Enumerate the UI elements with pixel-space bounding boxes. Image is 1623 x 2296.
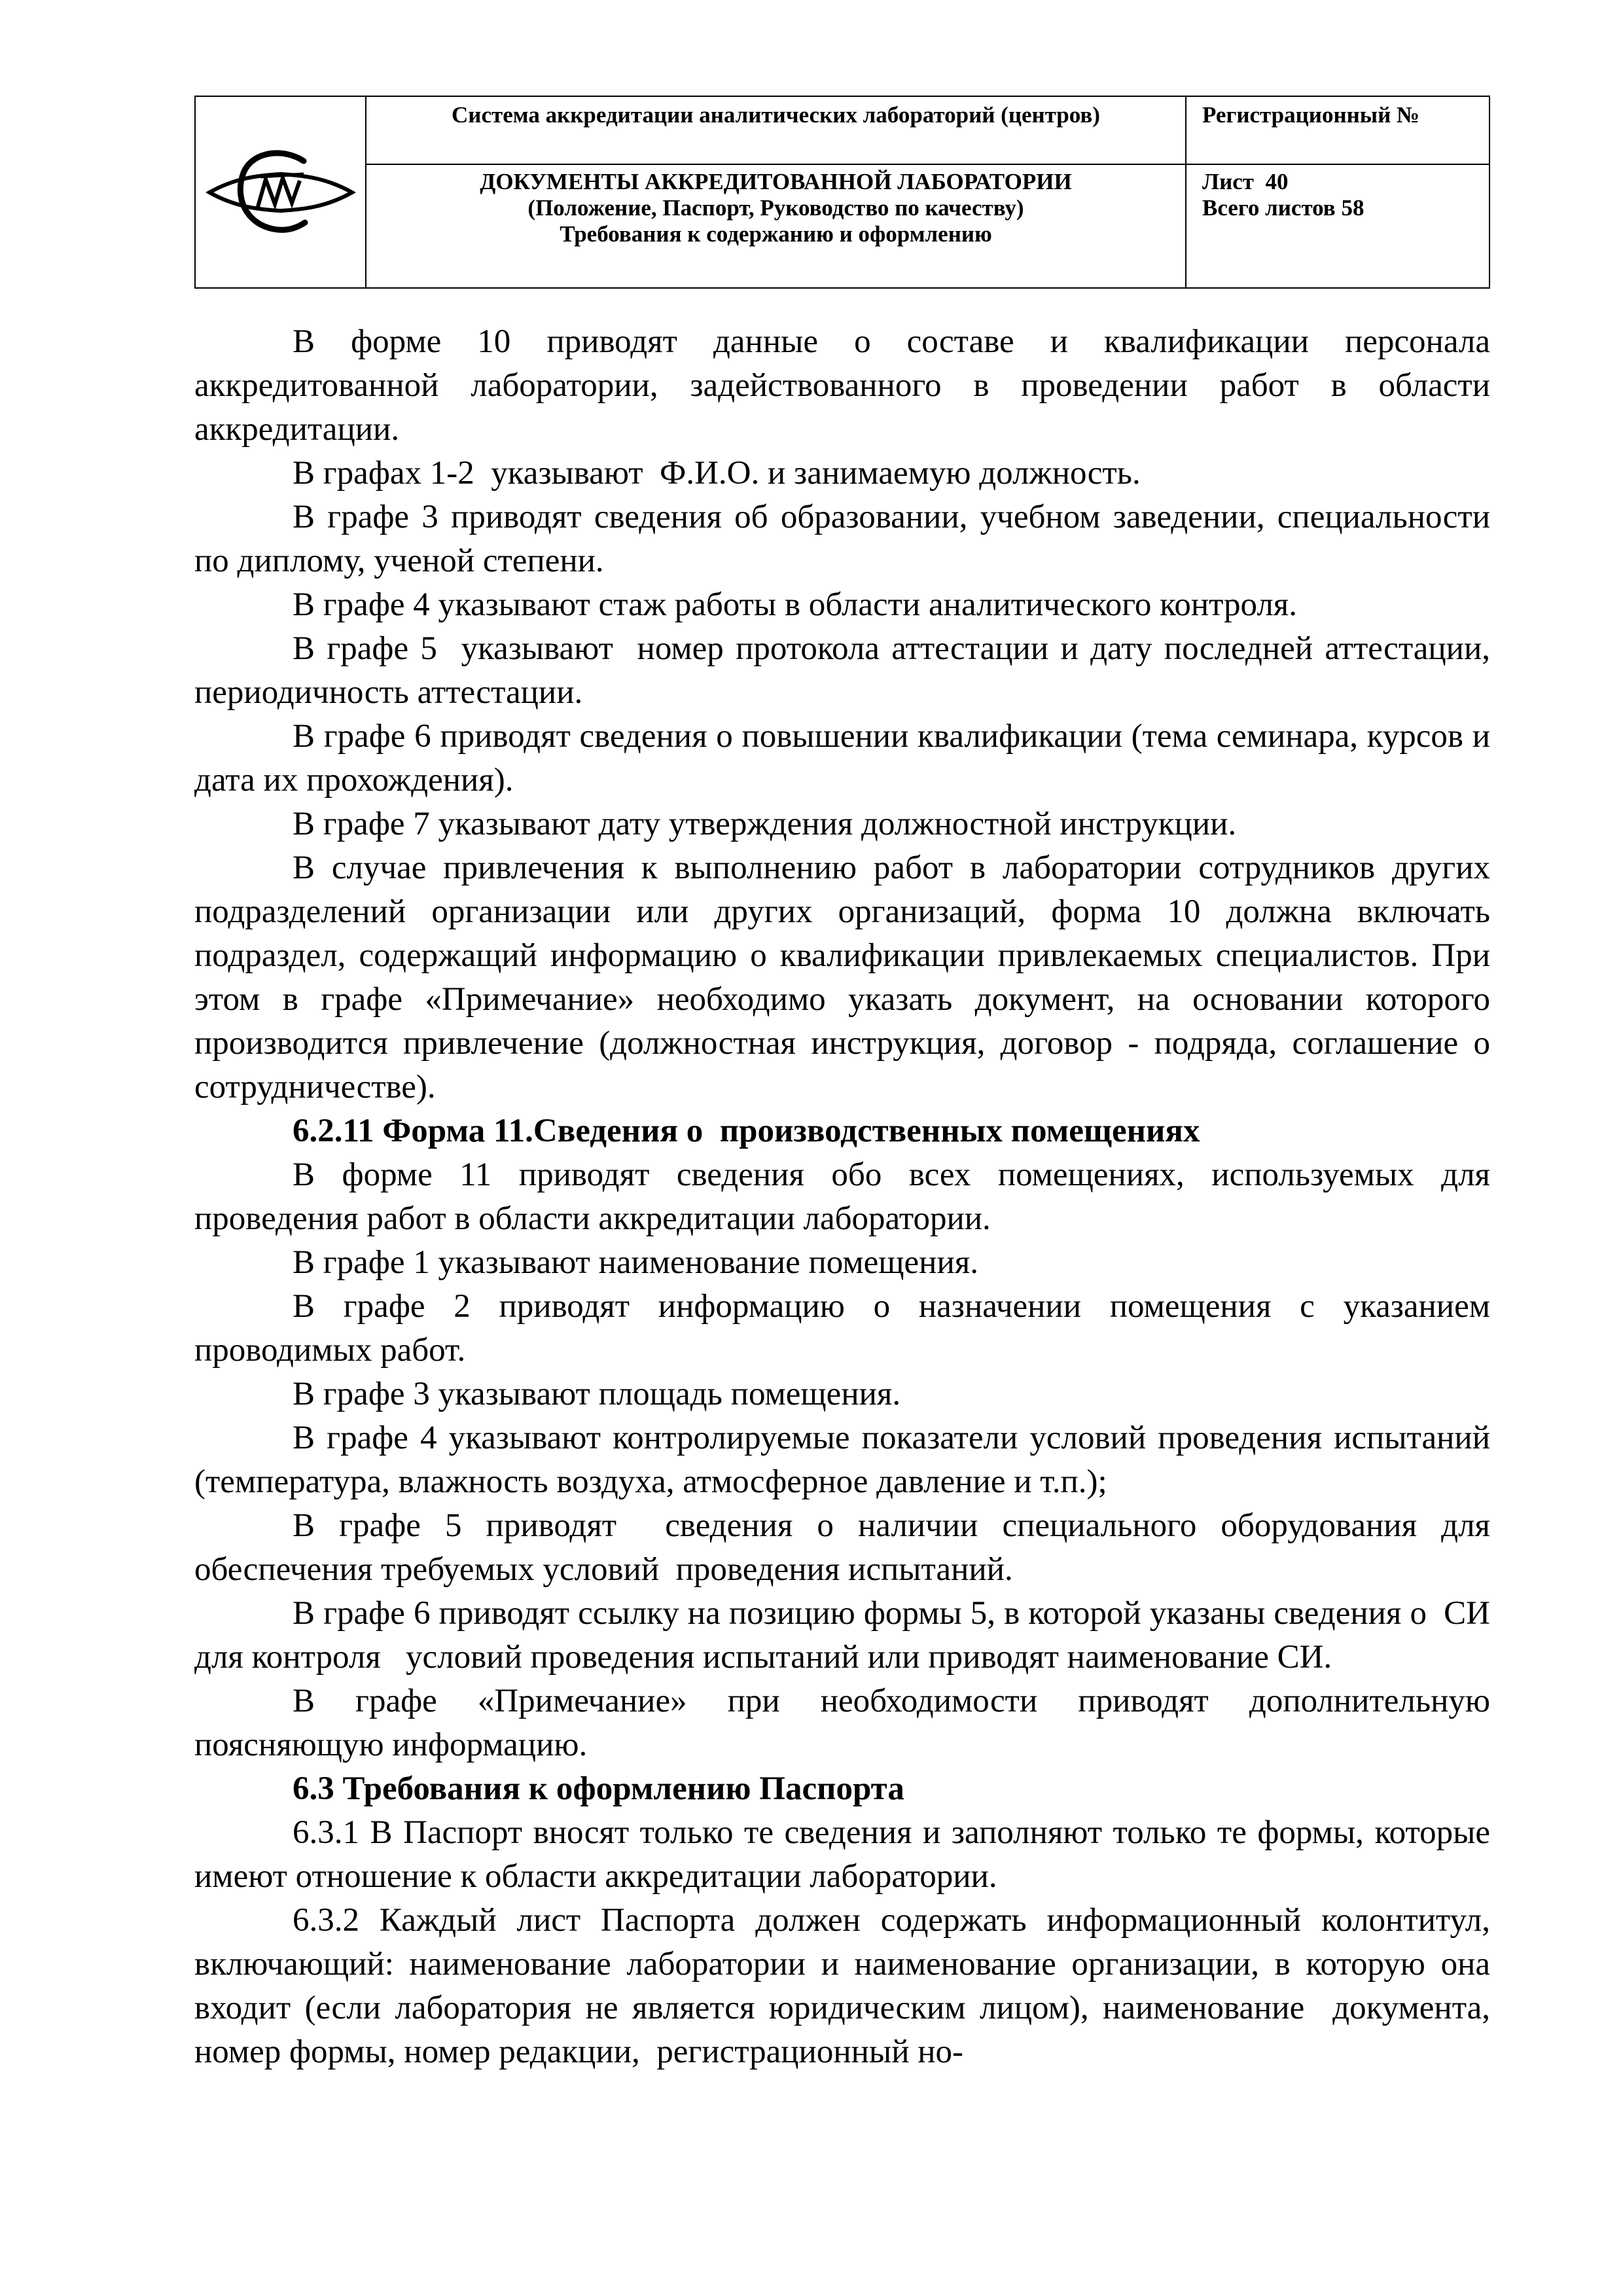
- paragraph: 6.3.2 Каждый лист Паспорта должен содержать информационный колонтитул, включающий: наименование лаборатории и наименование организации, в которую она входит (если лаборатория не является юридическим лицом), наименование документа, номер формы, номер редакции, регистрационный но-: [194, 1902, 1507, 2070]
- document-title-cell: [366, 164, 1186, 288]
- paragraph: В форме 10 приводят данные о составе и квалификации персонала аккредитованной лаборатории, задействованного в проведении работ в области аккредитации.: [194, 323, 1490, 448]
- paragraph: В графе 3 указывают площадь помещения.: [293, 1376, 901, 1412]
- paragraph: В графе 7 указывают дату утверждения должностной инструкции.: [293, 806, 1237, 842]
- paragraph: В графе 5 приводят сведения о наличии специального оборудования для обеспечения требуемых условий проведения испытаний.: [194, 1507, 1499, 1588]
- system-title: Система аккредитации аналитических лабораторий (центров): [452, 102, 1100, 128]
- registration-cell: [1186, 96, 1489, 164]
- document-requirements: Требования к содержанию и оформлению: [560, 221, 992, 247]
- system-title-cell: [366, 96, 1186, 164]
- paragraph: В графе 3 приводят сведения об образовании, учебном заведении, специальности по диплому, ученой степени.: [194, 499, 1490, 579]
- paragraph: В графе «Примечание» при необходимости приводят дополнительную поясняющую информацию.: [194, 1683, 1490, 1763]
- paragraph: В случае привлечения к выполнению работ в лаборатории сотрудников других подразделений организации или других организаций, форма 10 должна включать подраздел, содержащий информацию о квалификации привлекаемых специалистов. При этом в графе «Примечание» необходимо указать документ, на основании которого производится привлечение (должностная инструкция, договор - подряда, соглашение о сотрудничестве).: [194, 850, 1490, 1105]
- paragraph: В графе 4 указывают контролируемые показатели условий проведения испытаний (температура, влажность воздуха, атмосферное давление и т.п.);: [194, 1420, 1490, 1500]
- paragraph: В графе 6 приводят сведения о повышении квалификации (тема семинара, курсов и дата их прохождения).: [194, 718, 1490, 798]
- section-heading-6-3: 6.3 Требования к оформлению Паспорта: [293, 1770, 904, 1807]
- sheet-info-cell: [1186, 164, 1489, 288]
- sheet-number: Лист 40: [1202, 169, 1289, 194]
- paragraph: В форме 11 приводят сведения обо всех помещениях, используемых для проведения работ в области аккредитации лаборатории.: [194, 1157, 1490, 1237]
- document-title: ДОКУМЕНТЫ АККРЕДИТОВАННОЙ ЛАБОРАТОРИИ: [480, 169, 1072, 194]
- paragraph: В графе 5 указывают номер протокола аттестации и дату последней аттестации, периодичность аттестации.: [194, 630, 1499, 711]
- registration-label: Регистрационный №: [1202, 102, 1420, 128]
- document-subtitle: (Положение, Паспорт, Руководство по качеству): [527, 195, 1024, 221]
- document-body: [194, 320, 1507, 2074]
- paragraph: В графе 4 указывают стаж работы в области аналитического контроля.: [293, 586, 1298, 623]
- paragraph: В графах 1-2 указывают Ф.И.О. и занимаемую должность.: [293, 455, 1141, 492]
- organization-logo-icon: [205, 147, 356, 238]
- paragraph: В графе 2 приводят информацию о назначении помещения с указанием проводимых работ.: [194, 1288, 1490, 1369]
- paragraph: В графе 1 указывают наименование помещения.: [293, 1244, 978, 1281]
- total-sheets: Всего листов 58: [1202, 195, 1364, 221]
- document-header: [194, 96, 1490, 289]
- paragraph: В графе 6 приводят ссылку на позицию формы 5, в которой указаны сведения о СИ для контроля условий проведения испытаний или приводят наименование СИ.: [194, 1595, 1499, 1676]
- logo-cell: [195, 96, 366, 288]
- paragraph: 6.3.1 В Паспорт вносят только те сведения и заполняют только те формы, которые имеют отношение к области аккредитации лаборатории.: [194, 1814, 1490, 1895]
- section-heading-6-2-11: 6.2.11 Форма 11.Сведения о производственных помещениях: [293, 1113, 1200, 1149]
